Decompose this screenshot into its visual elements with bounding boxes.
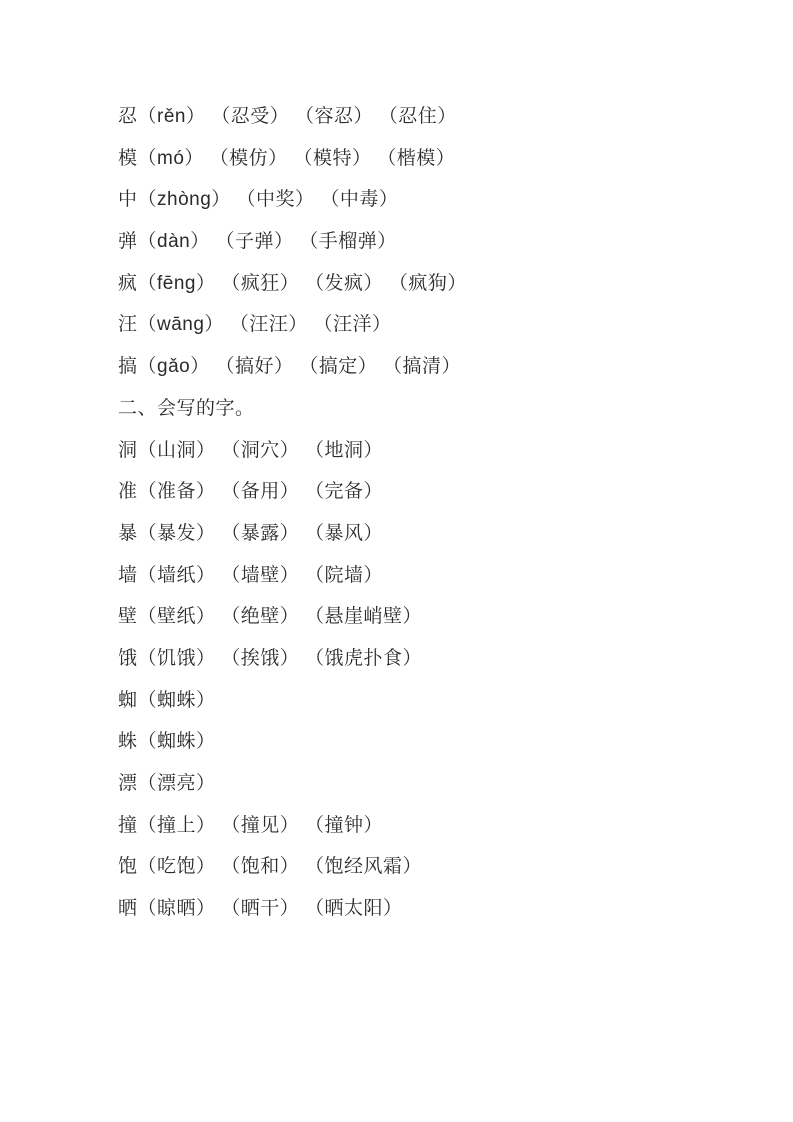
word-entry-line: 饱（吃饱） （饱和） （饱经风霜）	[118, 856, 423, 878]
word-entry-line: 疯（fēng） （疯狂） （发疯） （疯狗）	[118, 272, 467, 294]
word-entry-line: 漂（漂亮）	[118, 773, 216, 794]
word-entry-line: 模（mó） （模仿） （模特） （楷模）	[118, 147, 456, 169]
page-content	[118, 96, 753, 930]
word-entry-line: 汪（wāng） （汪汪） （汪洋）	[118, 314, 392, 336]
word-entry-line: 蜘（蜘蛛）	[118, 689, 216, 711]
word-entry-line: 饿（饥饿） （挨饿） （饿虎扑食）	[118, 647, 423, 669]
word-entry-line: 晒（晾晒） （晒干） （晒太阳）	[118, 898, 403, 920]
word-entry-line: 壁（壁纸） （绝壁） （悬崖峭壁）	[118, 606, 423, 628]
word-entry-line: 中（zhòng） （中奖） （中毒）	[118, 189, 399, 211]
word-entry-line: 忍（rěn） （忍受） （容忍） （忍住）	[118, 106, 457, 127]
word-entry-line: 洞（山洞） （洞穴） （地洞）	[118, 439, 384, 461]
section-heading: 二、会写的字。	[118, 397, 255, 419]
word-entry-line: 暴（暴发） （暴露） （暴风）	[118, 522, 384, 544]
word-entry-line: 墙（墙纸） （墙壁） （院墙）	[118, 564, 384, 586]
word-entry-line: 蛛（蜘蛛）	[118, 731, 216, 753]
word-entry-line: 准（准备） （备用） （完备）	[118, 481, 384, 503]
word-entry-line: 搞（gǎo） （搞好） （搞定） （搞清）	[118, 356, 462, 378]
word-entry-line: 撞（撞上） （撞见） （撞钟）	[118, 814, 384, 836]
word-entry-line: 弹（dàn） （子弹） （手榴弹）	[118, 231, 397, 253]
